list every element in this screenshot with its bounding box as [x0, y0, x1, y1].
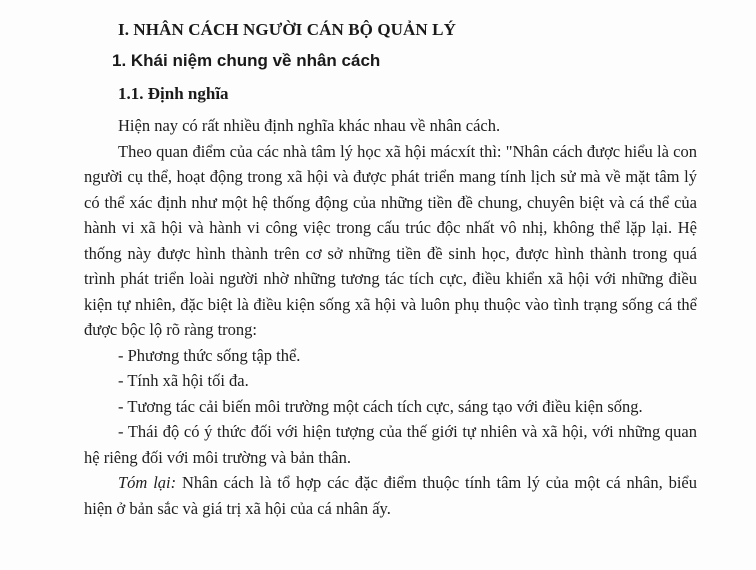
conclusion-lead: Tóm lại: [118, 473, 177, 492]
intro-paragraph: Hiện nay có rất nhiều định nghĩa khác nhau về nhân cách. [118, 116, 501, 135]
conclusion-text: Nhân cách là tổ hợp các đặc điểm thuộc tính tâm lý của một cá nhân, biểu hiện ở bản sắc và giá trị xã hội của cá nhân ấy. [84, 473, 697, 518]
body-text [84, 113, 697, 521]
bullet-item: - Tương tác cải biến môi trường một cách tích cực, sáng tạo với điều kiện sống. [118, 396, 643, 416]
conclusion-paragraph [84, 470, 697, 521]
definition-heading: 1.1. Định nghĩa [118, 84, 229, 103]
section-heading: I. NHÂN CÁCH NGƯỜI CÁN BỘ QUẢN LÝ [118, 20, 456, 39]
bullet-item: - Phương thức sống tập thể. [118, 345, 301, 365]
theory-paragraph: Theo quan điểm của các nhà tâm lý học xã hội mácxít thì: "Nhân cách được hiểu là con người cụ thể, hoạt động trong xã hội và được phát triển mang tính lịch sử mà về mặt tâm lý có thể xác định như một hệ thống động của những tiền đề chung, chuyên biệt và cá thể của hành vi xã hội và hành vi công việc trong cấu trúc độc nhất vô nhị, không thể lặp lại. Hệ thống này được hình thành trên cơ sở những tiền đề sinh học, được hình thành trong quá trình phát triển loài người nhờ những tương tác tích cực, điều khiển xã hội với những điều kiện tự nhiên, đặc biệt là điều kiện sống xã hội và luôn phụ thuộc vào tình trạng sống cá thể được bộc lộ rõ ràng trong: [84, 141, 697, 339]
bullet-item: - Tính xã hội tối đa. [118, 371, 249, 390]
subsection-heading: 1. Khái niệm chung về nhân cách [112, 51, 381, 70]
bullet-item: - Thái độ có ý thức đối với hiện tượng của thế giới tự nhiên và xã hội, với những quan hệ riêng đối với môi trường và bản thân. [84, 422, 697, 467]
